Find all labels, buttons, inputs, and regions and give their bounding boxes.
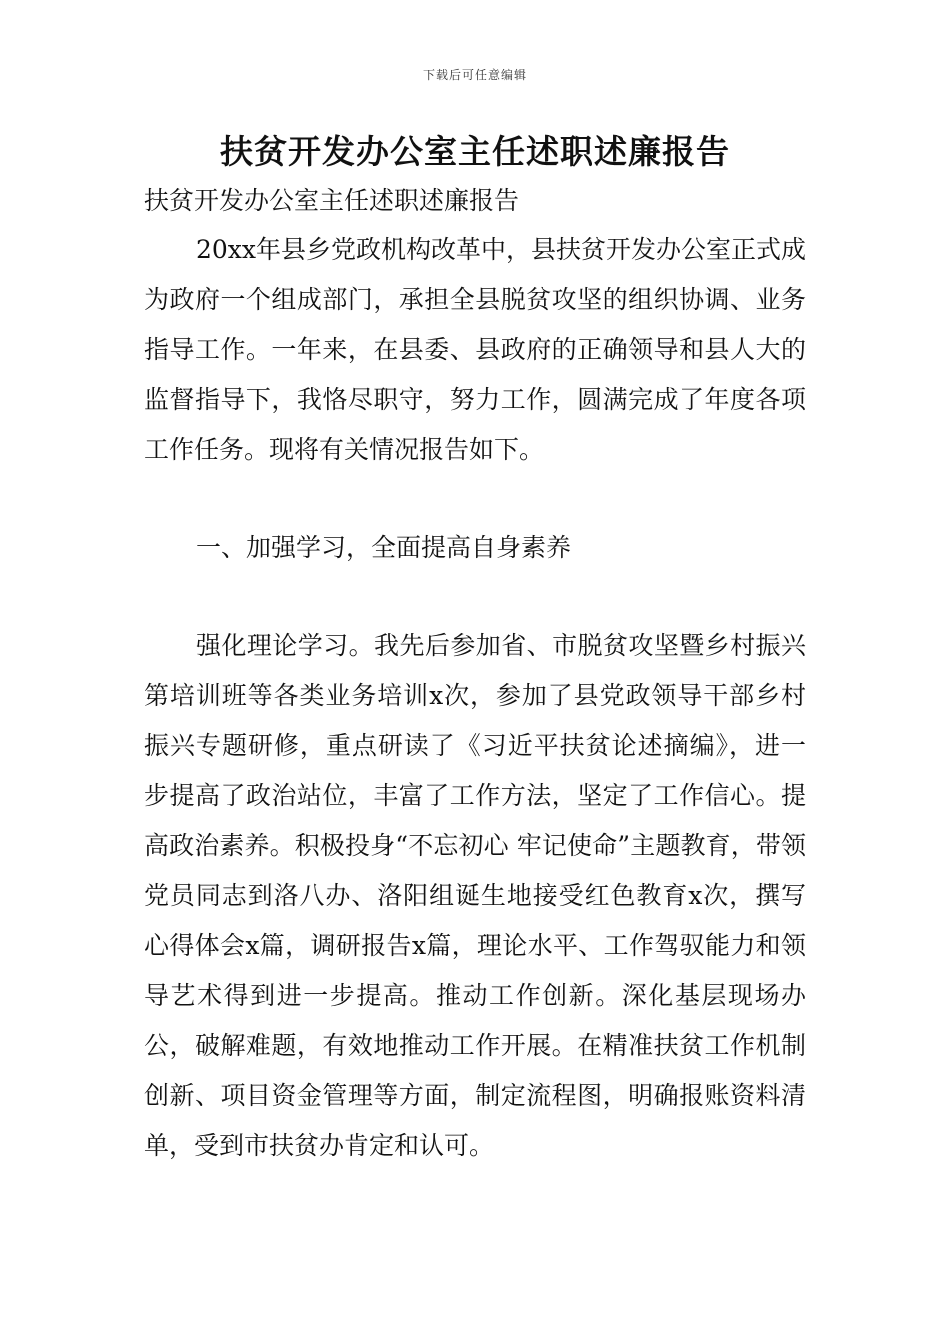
section-paragraph xyxy=(144,621,806,1171)
document-title: 扶贫开发办公室主任述职述廉报告 xyxy=(220,132,730,171)
section-heading-text: 一、加强学习，全面提高自身素养 xyxy=(196,533,572,562)
document-subtitle xyxy=(144,176,806,226)
section-paragraph-text: 强化理论学习。我先后参加省、市脱贫攻坚暨乡村振兴第培训班等各类业务培训x次，参加了县党政领导干部乡村振兴专题研修，重点研读了《习近平扶贫论述摘编》，进一步提高了政治站位，丰富了工作方法，坚定了工作信心。提高政治素养。积极投身“不忘初心 牢记使命”主题教育，带领党员同志到洛八办、洛阳组诞生地接受红色教育x次，撰写心得体会x篇，调研报告x篇，理论水平、工作驾驭能力和领导艺术得到进一步提高。推动工作创新。深化基层现场办公，破解难题，有效地推动工作开展。在精准扶贫工作机制创新、项目资金管理等方面，制定流程图，明确报账资料清单，受到市扶贫办肯定和认可。 xyxy=(144,631,806,1160)
header-note: 下载后可任意编辑 xyxy=(422,68,527,82)
subtitle-text: 扶贫开发办公室主任述职述廉报告 xyxy=(144,186,520,215)
intro-paragraph-text: 20xx年县乡党政机构改革中，县扶贫开发办公室正式成为政府一个组成部门，承担全县脱贫攻坚的组织协调、业务指导工作。一年来，在县委、县政府的正确领导和县人大的监督指导下，我恪尽职守，努力工作，圆满完成了年度各项工作任务。现将有关情况报告如下。 xyxy=(144,235,807,464)
section-heading xyxy=(144,523,806,573)
intro-paragraph xyxy=(144,225,806,475)
